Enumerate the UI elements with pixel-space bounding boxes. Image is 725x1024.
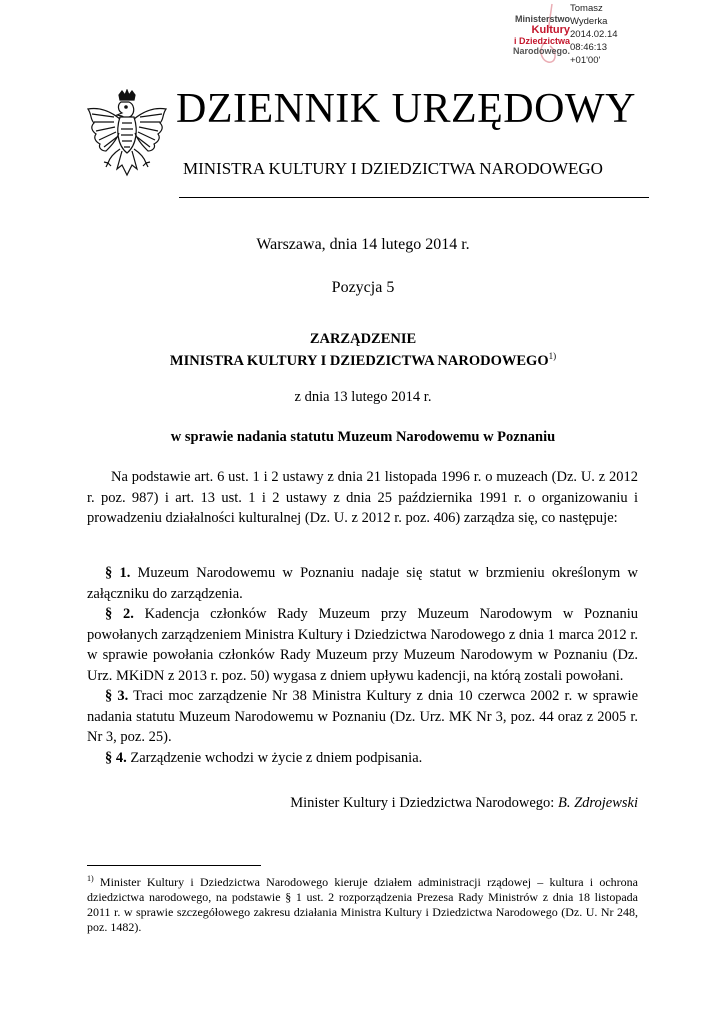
digital-signature-info: [570, 2, 618, 67]
section-mark: § 1.: [105, 565, 131, 581]
logo-line: Ministerstwo: [514, 14, 570, 24]
section-paragraph: [87, 686, 638, 748]
section-text: Kadencja członków Rady Muzeum przy Muzeum Narodowym w Poznaniu powołanych zarządzeniem Ministra Kultury i Dziedzictwa Narodowego z dnia 1 marca 2012 r. w sprawie powołania członków Rady Muzeum przy Muzeum Narodowym w Poznaniu (Dz. Urz. MKiDN z 2013 r. poz. 50) wygasa z dniem upływu kadencji, na którą zostali powołani.: [87, 606, 639, 684]
section-text: Zarządzenie wchodzi w życie z dniem podpisania.: [126, 749, 423, 766]
footnote-mark: 1): [87, 874, 94, 883]
section-paragraph: [87, 604, 638, 686]
section-mark: § 4.: [105, 749, 127, 766]
place-date: Warszawa, dnia 14 lutego 2014 r.: [256, 236, 470, 253]
section-mark: § 2.: [105, 606, 134, 622]
logo-line: Narodowego.: [512, 46, 570, 56]
preamble: Na podstawie art. 6 ust. 1 i 2 ustawy z dnia 21 listopada 1996 r. o muzeach (Dz. U. z 2012 r. poz. 987) i art. 13 ust. 1 i 2 ustawy z dnia 25 października 1991 r. o organizowaniu i prowadzeniu działalności kulturalnej (Dz. U. z 2012 r. poz. 406) zarządza się, co następuje:: [87, 469, 638, 526]
signature-line: [87, 795, 638, 812]
header-divider: [179, 197, 649, 198]
signer-line: Tomasz: [570, 3, 603, 14]
footnote-text: Minister Kultury i Dziedzictwa Narodowego kieruje działem administracji rządowej – kultura i ochrona dziedzictwa narodowego, na podstawie § 1 ust. 2 rozporządzenia Prezesa Rady Ministrów z dnia 18 listopada 2011 r. w sprawie szczegółowego zakresu działania Ministra Kultury i Dziedzictwa Narodowego (Dz. U. Nr 248, poz. 1482).: [87, 875, 638, 934]
document-type: ZARZĄDZENIE: [309, 331, 417, 347]
signature-name: B. Zdrojewski: [557, 795, 638, 811]
signer-line: 08:46:13: [570, 42, 607, 53]
section-text: Muzeum Narodowemu w Poznaniu nadaje się statut w brzmieniu określonym w załączniku do zarządzenia.: [87, 565, 638, 602]
footnote-divider: [87, 865, 261, 866]
issuer-text: MINISTRA KULTURY I DZIEDZICTWA NARODOWEGO: [169, 353, 549, 369]
signer-line: 2014.02.14: [570, 29, 618, 40]
signer-line: Wyderka: [570, 16, 608, 27]
document-subject: w sprawie nadania statutu Muzeum Narodowemu w Poznaniu: [170, 429, 556, 445]
section-mark: § 3.: [105, 688, 129, 704]
signature-role: Minister Kultury i Dziedzictwa Narodowego:: [290, 795, 558, 811]
ministry-logo: [500, 14, 570, 56]
eagle-emblem-icon: [84, 89, 170, 181]
document-issuer: [90, 351, 636, 370]
document-date: z dnia 13 lutego 2014 r.: [294, 389, 432, 405]
journal-subtitle: MINISTRA KULTURY I DZIEDZICTWA NARODOWEGO: [183, 159, 603, 178]
section-paragraph: [87, 748, 638, 769]
journal-title: DZIENNIK URZĘDOWY: [176, 86, 636, 132]
logo-line: i Dziedzictwa: [513, 36, 570, 46]
section-paragraph: [87, 563, 638, 604]
sections-list: [87, 563, 638, 768]
section-text: Traci moc zarządzenie Nr 38 Ministra Kultury z dnia 10 czerwca 2002 r. w sprawie nadania statutu Muzeum Narodowemu w Poznaniu (Dz. Urz. MK Nr 3, poz. 44 oraz z 2005 r. Nr 3, poz. 25).: [87, 688, 639, 745]
footnote: [87, 871, 638, 935]
logo-line: Kultury: [531, 24, 570, 36]
footnote-reference[interactable]: 1): [548, 351, 557, 361]
signer-line: +01'00': [570, 55, 601, 66]
position-number: Pozycja 5: [331, 279, 395, 296]
